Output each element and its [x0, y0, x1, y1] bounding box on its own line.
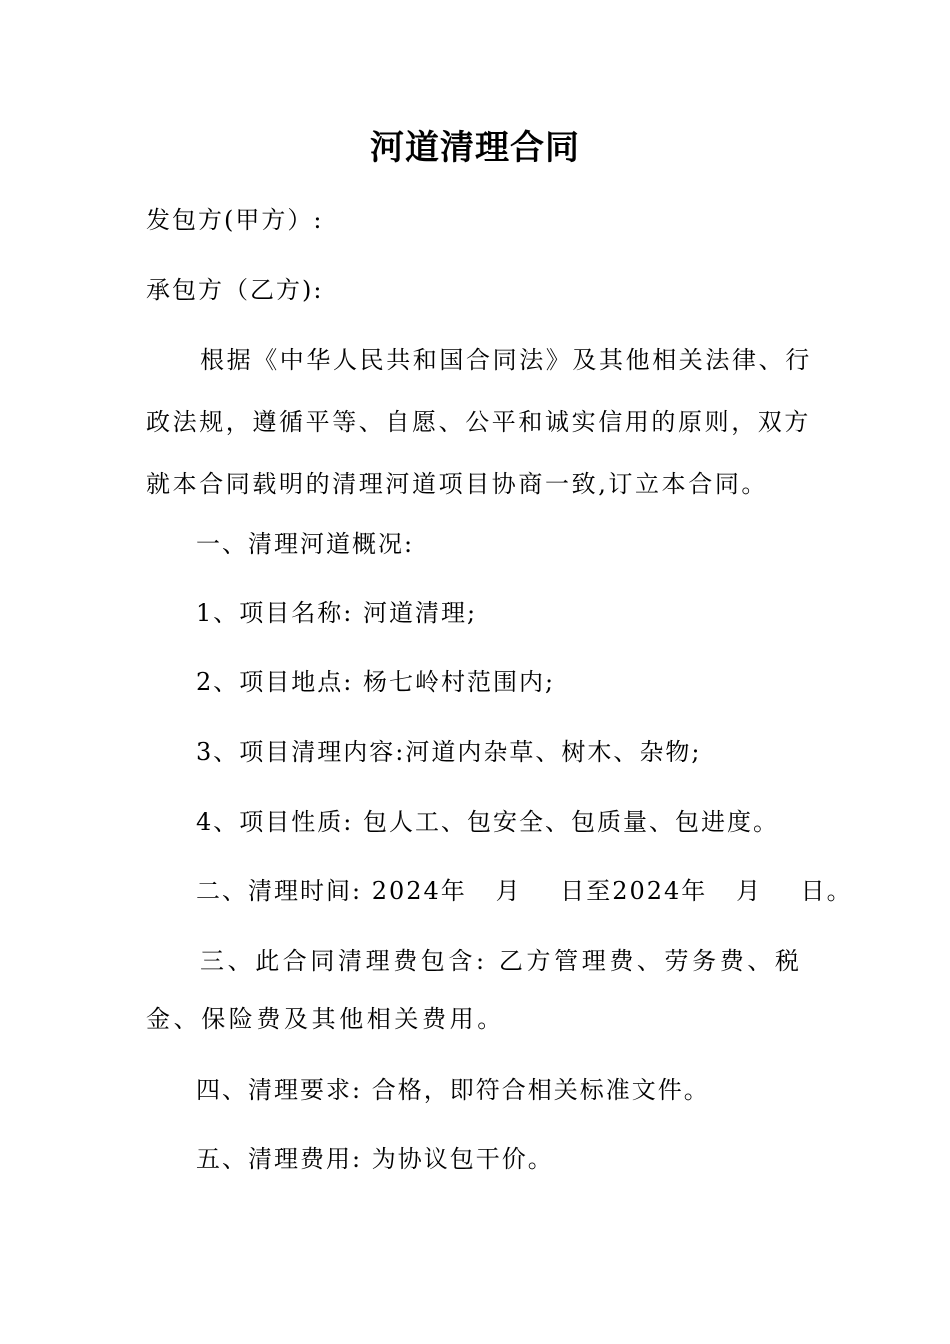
item-4-line: 4、项目性质: 包人工、包安全、包质量、包进度。 — [196, 808, 779, 836]
section-3-paragraph: 三、此合同清理费包含: 乙方管理费、劳务费、税金、保险费及其他相关费用。 — [146, 947, 803, 1033]
section-1-heading: 一、清理河道概况: — [196, 530, 415, 558]
item-2-line: 2、项目地点: 杨七岭村范围内; — [196, 668, 556, 696]
section-4-line: 四、清理要求: 合格，即符合相关标准文件。 — [196, 1076, 710, 1104]
section-5-line: 五、清理费用: 为协议包干价。 — [196, 1145, 554, 1173]
document-title: 河道清理合同 — [370, 128, 580, 168]
section-2-line: 二、清理时间: 2024年 月 日至2024年 月 日。 — [196, 877, 853, 905]
party-b-line: 承包方（乙方): — [146, 276, 324, 304]
item-3-line: 3、项目清理内容:河道内杂草、树木、杂物; — [196, 738, 702, 766]
party-a-line: 发包方(甲方）: — [146, 206, 324, 234]
preamble-paragraph: 根据《中华人民共和国合同法》及其他相关法律、行政法规，遵循平等、自愿、公平和诚实信用的原则，双方就本合同载明的清理河道项目协商一致,订立本合同。 — [146, 346, 812, 498]
item-1-line: 1、项目名称: 河道清理; — [196, 599, 478, 627]
